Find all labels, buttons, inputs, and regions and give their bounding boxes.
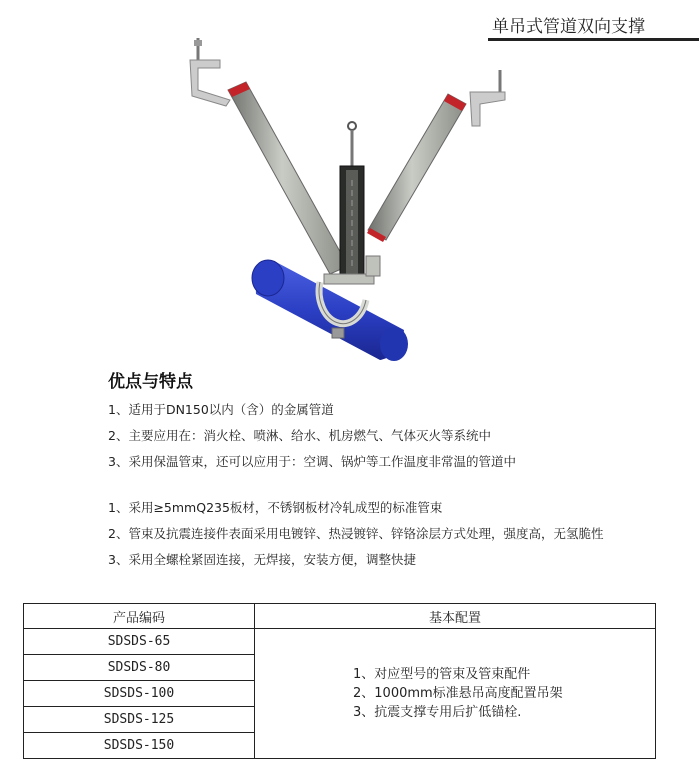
config-line: 1、对应型号的管束及管束配件: [353, 667, 531, 682]
features-heading: 优点与特点: [108, 372, 193, 392]
spec-item: 2、管束及抗震连接件表面采用电镀锌、热浸镀锌、锌铬涂层方式处理，强度高，无氢脆性: [108, 526, 604, 541]
product-code-cell: SDSDS-150: [24, 733, 255, 759]
product-code-cell: SDSDS-125: [24, 707, 255, 733]
feature-item: 3、采用保温管束，还可以应用于：空调、锅炉等工作温度非常温的管道中: [108, 454, 516, 469]
brace-illustration: [180, 30, 520, 365]
spec-list: [108, 500, 603, 578]
right-anchor: [470, 70, 505, 126]
right-brace-channel: [367, 94, 466, 242]
vertical-hanger: [340, 122, 364, 284]
product-code-cell: SDSDS-65: [24, 629, 255, 655]
left-brace-channel: [228, 82, 348, 274]
table-header-row: [24, 604, 656, 629]
left-anchor: [190, 38, 230, 106]
header-basic-config: 基本配置: [255, 604, 656, 629]
product-config-table: [23, 603, 656, 759]
basic-config-cell: [255, 629, 656, 759]
product-code-cell: SDSDS-80: [24, 655, 255, 681]
product-code-cell: SDSDS-100: [24, 681, 255, 707]
config-line: 2、1000mm标准悬吊高度配置吊架: [353, 686, 563, 701]
table-row: [24, 629, 656, 655]
feature-list: [108, 402, 516, 480]
config-line: 3、抗震支撑专用后扩低锚栓.: [353, 705, 522, 720]
spec-item: 3、采用全螺栓紧固连接，无焊接，安装方便，调整快捷: [108, 552, 416, 567]
feature-item: 2、主要应用在：消火栓、喷淋、给水、机房燃气、气体灭火等系统中: [108, 428, 491, 443]
page-title: 单吊式管道双向支撑: [492, 17, 645, 37]
spec-item: 1、采用≥5mmQ235板材，不锈钢板材冷轧成型的标准管束: [108, 500, 443, 515]
feature-item: 1、适用于DN150以内（含）的金属管道: [108, 402, 334, 417]
header-product-code: 产品编码: [24, 604, 255, 629]
